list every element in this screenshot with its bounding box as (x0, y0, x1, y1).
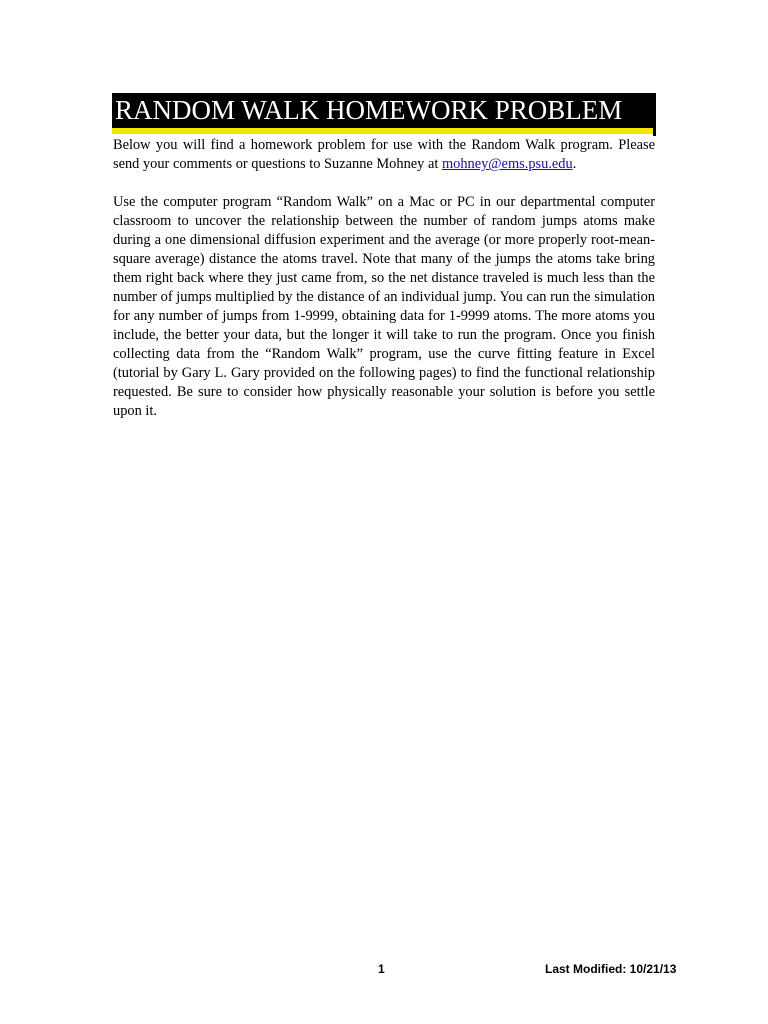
page-title: RANDOM WALK HOMEWORK PROBLEM (115, 95, 623, 125)
last-modified: Last Modified: 10/21/13 (545, 962, 677, 976)
intro-text-end: . (572, 156, 577, 172)
intro-text: Below you will find a homework problem for use with the Random Walk program. Please send your comments or questions to Suzanne Mohney at (113, 137, 655, 172)
problem-paragraph: Use the computer program “Random Walk” on a Mac or PC in our departmental computer classroom to uncover the relationship between the number of random jumps atoms make during a one dimensional diffusion experiment and the average (or more properly root-mean-square average) distance the atoms travel. Note that many of the jumps the atoms take bring them right back where they just came from, so the net distance traveled is much less than the number of jumps multiplied by the distance of an individual jump. You can run the simulation for any number of jumps from 1-9999, obtaining data for 1-9999 atoms. The more atoms you include, the better your data, but the longer it will take to run the program. Once you finish collecting data from the “Random Walk” program, use the curve fitting feature in Excel (tutorial by Gary L. Gary provided on the following pages) to find the functional relationship requested. Be sure to consider how physically reasonable your solution is before you settle upon it. (113, 194, 655, 419)
title-underline-tick (653, 128, 656, 136)
email-link[interactable]: mohney@ems.psu.edu (441, 156, 573, 172)
page-number: 1 (378, 962, 385, 976)
title-underline-stripe (112, 128, 656, 134)
intro-paragraph (113, 136, 655, 174)
title-banner (112, 93, 656, 128)
